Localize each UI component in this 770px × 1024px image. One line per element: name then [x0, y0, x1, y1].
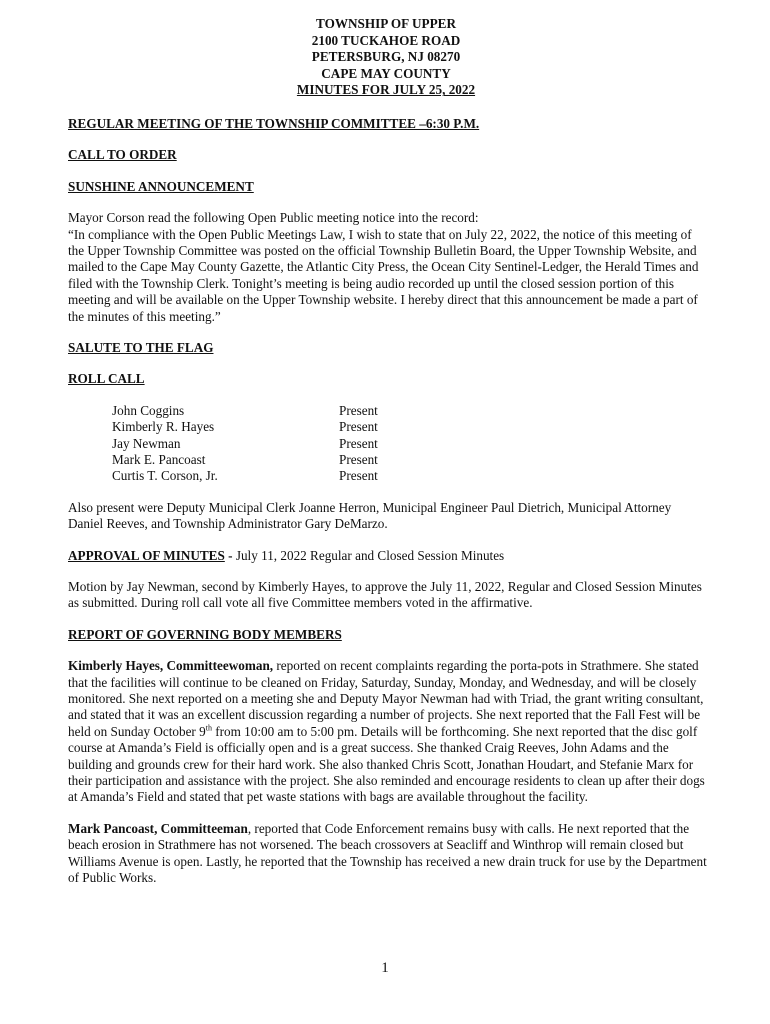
header-city: PETERSBURG, NJ 08270 [311, 49, 461, 65]
hayes-name: Kimberly Hayes, Committeewoman, [68, 658, 274, 674]
approval-heading: APPROVAL OF MINUTES [68, 547, 225, 563]
member-status: Present [339, 435, 378, 451]
member-status: Present [339, 468, 378, 484]
roll-call-row [112, 419, 708, 435]
header-address: 2100 TUCKAHOE ROAD [311, 32, 461, 48]
pancoast-report [68, 821, 708, 887]
roll-call-row [112, 468, 708, 484]
ordinal-suffix: th [205, 723, 212, 733]
member-status: Present [339, 419, 378, 435]
header-minutes-date: MINUTES FOR JULY 25, 2022 [296, 82, 476, 98]
roll-call-list [112, 403, 708, 485]
approval-motion: Motion by Jay Newman, second by Kimberly Hayes, to approve the July 11, 2022, Regular and Closed Session Minutes as submitted. During roll call vote all five Committee members voted in the affirmative. [68, 579, 702, 611]
roll-call-row [112, 452, 708, 468]
approval-line [68, 548, 708, 564]
member-name: Kimberly R. Hayes [112, 419, 215, 435]
approval-dash: - [224, 547, 236, 563]
roll-call-row [112, 403, 708, 419]
member-status: Present [339, 402, 378, 418]
approval-subject: July 11, 2022 Regular and Closed Session Minutes [235, 547, 505, 563]
member-name: Jay Newman [112, 435, 181, 451]
page-number: 1 [381, 960, 389, 976]
header-township: TOWNSHIP OF UPPER [316, 16, 456, 31]
member-status: Present [339, 452, 378, 468]
sunshine-intro: Mayor Corson read the following Open Public meeting notice into the record: [68, 210, 479, 226]
document-header [64, 16, 708, 99]
pancoast-text: , reported that Code Enforcement remains busy with calls. He next reported that the beach erosion in Strathmere has not worsened. The beach crossovers at Seacliff and Winthrop will remain closed but Williams Avenue is open. Lastly, he reported that the Township has received a new drain truck for use by the Department of Public Works. [68, 820, 707, 886]
sunshine-heading: SUNSHINE ANNOUNCEMENT [68, 178, 254, 194]
roll-call-row [112, 436, 708, 452]
document-page [68, 16, 708, 887]
roll-call-heading: ROLL CALL [68, 371, 145, 387]
meeting-title: REGULAR MEETING OF THE TOWNSHIP COMMITTEE –6:30 P.M. [68, 115, 480, 131]
hayes-text-b: from 10:00 am to 5:00 pm. Details will be forthcoming. She next reported that the disc golf course at Amanda’s Field is officially open and is a great success. She thanked Craig Reeves, John Adams and the building and grounds crew for their hard work. She also thanked Chris Scott, Jonathan Houdart, and Stefanie Marx for their participation and assistance with the project. She also reminded and encourage residents to clean up after their dogs at Amanda’s Field and stated that pet waste stations with bags are available throughout the facility. [68, 723, 705, 805]
salute-heading: SALUTE TO THE FLAG [68, 340, 214, 356]
member-name: John Coggins [112, 402, 185, 418]
hayes-report [68, 658, 708, 806]
header-county: CAPE MAY COUNTY [321, 65, 451, 81]
report-heading: REPORT OF GOVERNING BODY MEMBERS [68, 626, 342, 642]
sunshine-notice: “In compliance with the Open Public Meetings Law, I wish to state that on July 22, 2022, the notice of this meeting of the Upper Township Committee was posted on the official Township Bulletin Board, the Upper Township Website, and mailed to the Cape May County Gazette, the Atlantic City Press, the Ocean City Sentinel-Ledger, the Herald Times and filed with the Township Clerk. Tonight’s meeting is being audio recorded up until the closed session portion of this meeting and will be available on the Upper Township website. I hereby direct that this announcement be made a part of the minutes of this meeting.” [68, 226, 699, 324]
pancoast-name: Mark Pancoast, Committeeman [68, 820, 248, 836]
call-to-order-heading: CALL TO ORDER [68, 147, 177, 163]
member-name: Mark E. Pancoast [112, 452, 206, 468]
hayes-text-a: reported on recent complaints regarding the porta-pots in Strathmere. She stated that the facilities will continue to be cleaned on Friday, Saturday, Sunday, Monday, and Wednesday, and will be closely monitored. She next reported on a meeting she and Deputy Mayor Newman had with Triad, the grant writing consultant, and stated that it was an excellent discussion regarding a number of projects. She next reported that the Fall Fest will be held on Sunday October 9 [68, 658, 704, 739]
also-present-paragraph: Also present were Deputy Municipal Clerk Joanne Herron, Municipal Engineer Paul Dietrich, Municipal Attorney Daniel Reeves, and Township Administrator Gary DeMarzo. [68, 499, 672, 532]
member-name: Curtis T. Corson, Jr. [112, 468, 218, 484]
